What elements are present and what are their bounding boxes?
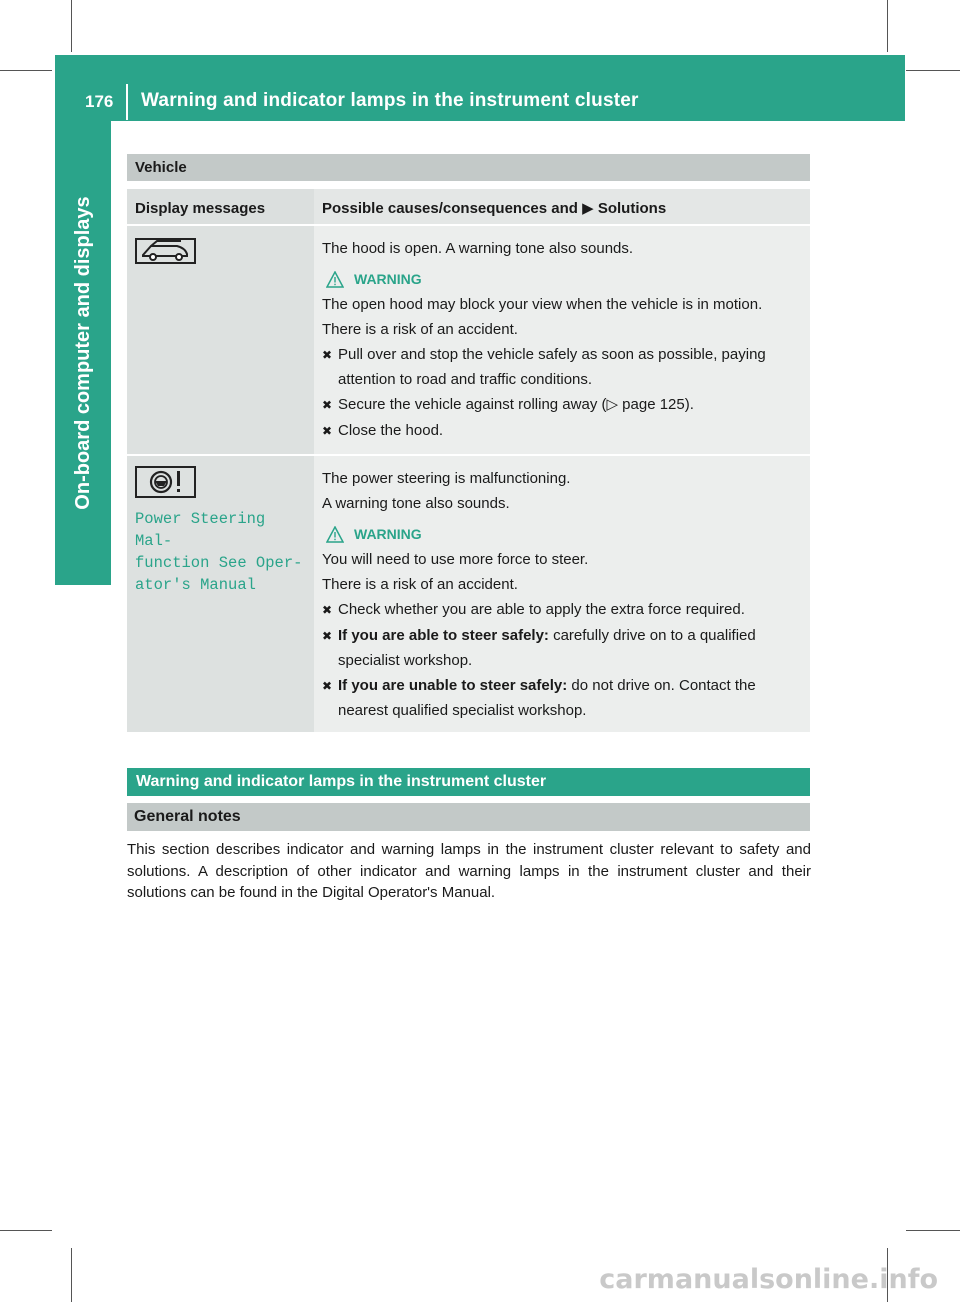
subsection-title-bar [127, 803, 810, 831]
step-arrow-icon: ✖ [322, 679, 333, 693]
general-notes-text: This section describes indicator and warning lamps in the instrument cluster relevant to safety and solutions. A description of other indicator and warning lamps in the instrument cluster and their solutions can be found in the Digital Operator's Manual. [127, 841, 811, 901]
list-item: ✖ If you are able to steer safely: carefully drive on to a qualified specialist workshop. [322, 623, 802, 673]
step-arrow-icon: ✖ [322, 603, 333, 617]
crop-mark [887, 0, 888, 52]
warning-triangle-icon [326, 271, 344, 288]
warning-triangle-icon [326, 526, 344, 543]
vehicle-section-bar [127, 154, 810, 181]
subsection-title: General notes [134, 808, 241, 825]
header-divider [126, 84, 128, 120]
table-header-row [127, 189, 810, 226]
power-steering-warning-icon [135, 466, 196, 498]
page-header-title: Warning and indicator lamps in the instrument cluster [141, 90, 639, 111]
crop-mark [906, 70, 960, 71]
list-item: ✖ Close the hood. [322, 418, 802, 444]
list-item: ✖ Secure the vehicle against rolling away (▷ page 125). [322, 392, 802, 418]
crop-mark [0, 70, 52, 71]
watermark: carmanualsonline.info [599, 1264, 938, 1295]
display-message-cell [127, 226, 314, 456]
list-item: ✖ Check whether you are able to apply the extra force required. [322, 597, 802, 623]
step-arrow-icon: ✖ [322, 629, 333, 643]
section-title-bar [127, 768, 810, 796]
side-tab-label: On-board computer and displays [72, 196, 94, 510]
display-message-cell [127, 456, 314, 734]
list-item: ✖ If you are unable to steer safely: do not drive on. Contact the nearest qualified specialist workshop. [322, 673, 802, 723]
list-item: ✖ Pull over and stop the vehicle safely as soon as possible, paying attention to road and traffic conditions. [322, 342, 802, 392]
step-arrow-icon: ✖ [322, 398, 333, 412]
display-text: Power Steering Mal‐ function See Oper‐ ator's Manual [135, 510, 303, 594]
causes-solutions-cell: The power steering is malfunctioning. A warning tone also sounds. WARNING You will need to use more force to steer. There is a risk of an accident. ✖ Check whether you are able to apply the extra force required. ✖ If you are able to steer safely: carefully drive on to a qualified specialist workshop. ✖ If you are unable to steer safely: do not drive on. Contact the nearest qualified specialist workshop. [314, 456, 810, 734]
crop-mark [0, 1230, 52, 1231]
crop-mark [71, 1248, 72, 1302]
hood-open-icon [135, 238, 196, 264]
page-number: 176 [85, 92, 114, 111]
section-title: Warning and indicator lamps in the instrument cluster [136, 773, 547, 790]
crop-mark [71, 0, 72, 52]
vehicle-section-title: Vehicle [135, 159, 187, 176]
step-arrow-icon: ✖ [322, 424, 333, 438]
table-row [127, 456, 810, 734]
col-header-causes-solutions: Possible causes/consequences and ▶ Solutions [314, 189, 810, 226]
crop-mark [906, 1230, 960, 1231]
warning-notice: WARNING [326, 522, 802, 547]
col-header-display-messages: Display messages [127, 189, 314, 226]
play-arrow-icon: ▶ [582, 200, 594, 217]
step-arrow-icon: ✖ [322, 348, 333, 362]
warning-notice: WARNING [326, 267, 802, 292]
table-row [127, 226, 810, 456]
display-messages-table [127, 189, 810, 734]
causes-solutions-cell: The hood is open. A warning tone also sounds. WARNING The open hood may block your view when the vehicle is in motion. There is a risk of an accident. ✖ Pull over and stop the vehicle safely as soon as possible, paying attention to road and traffic conditions. ✖ Secure the vehicle against rolling away (▷ page 125). ✖ Close the hood. [314, 226, 810, 456]
